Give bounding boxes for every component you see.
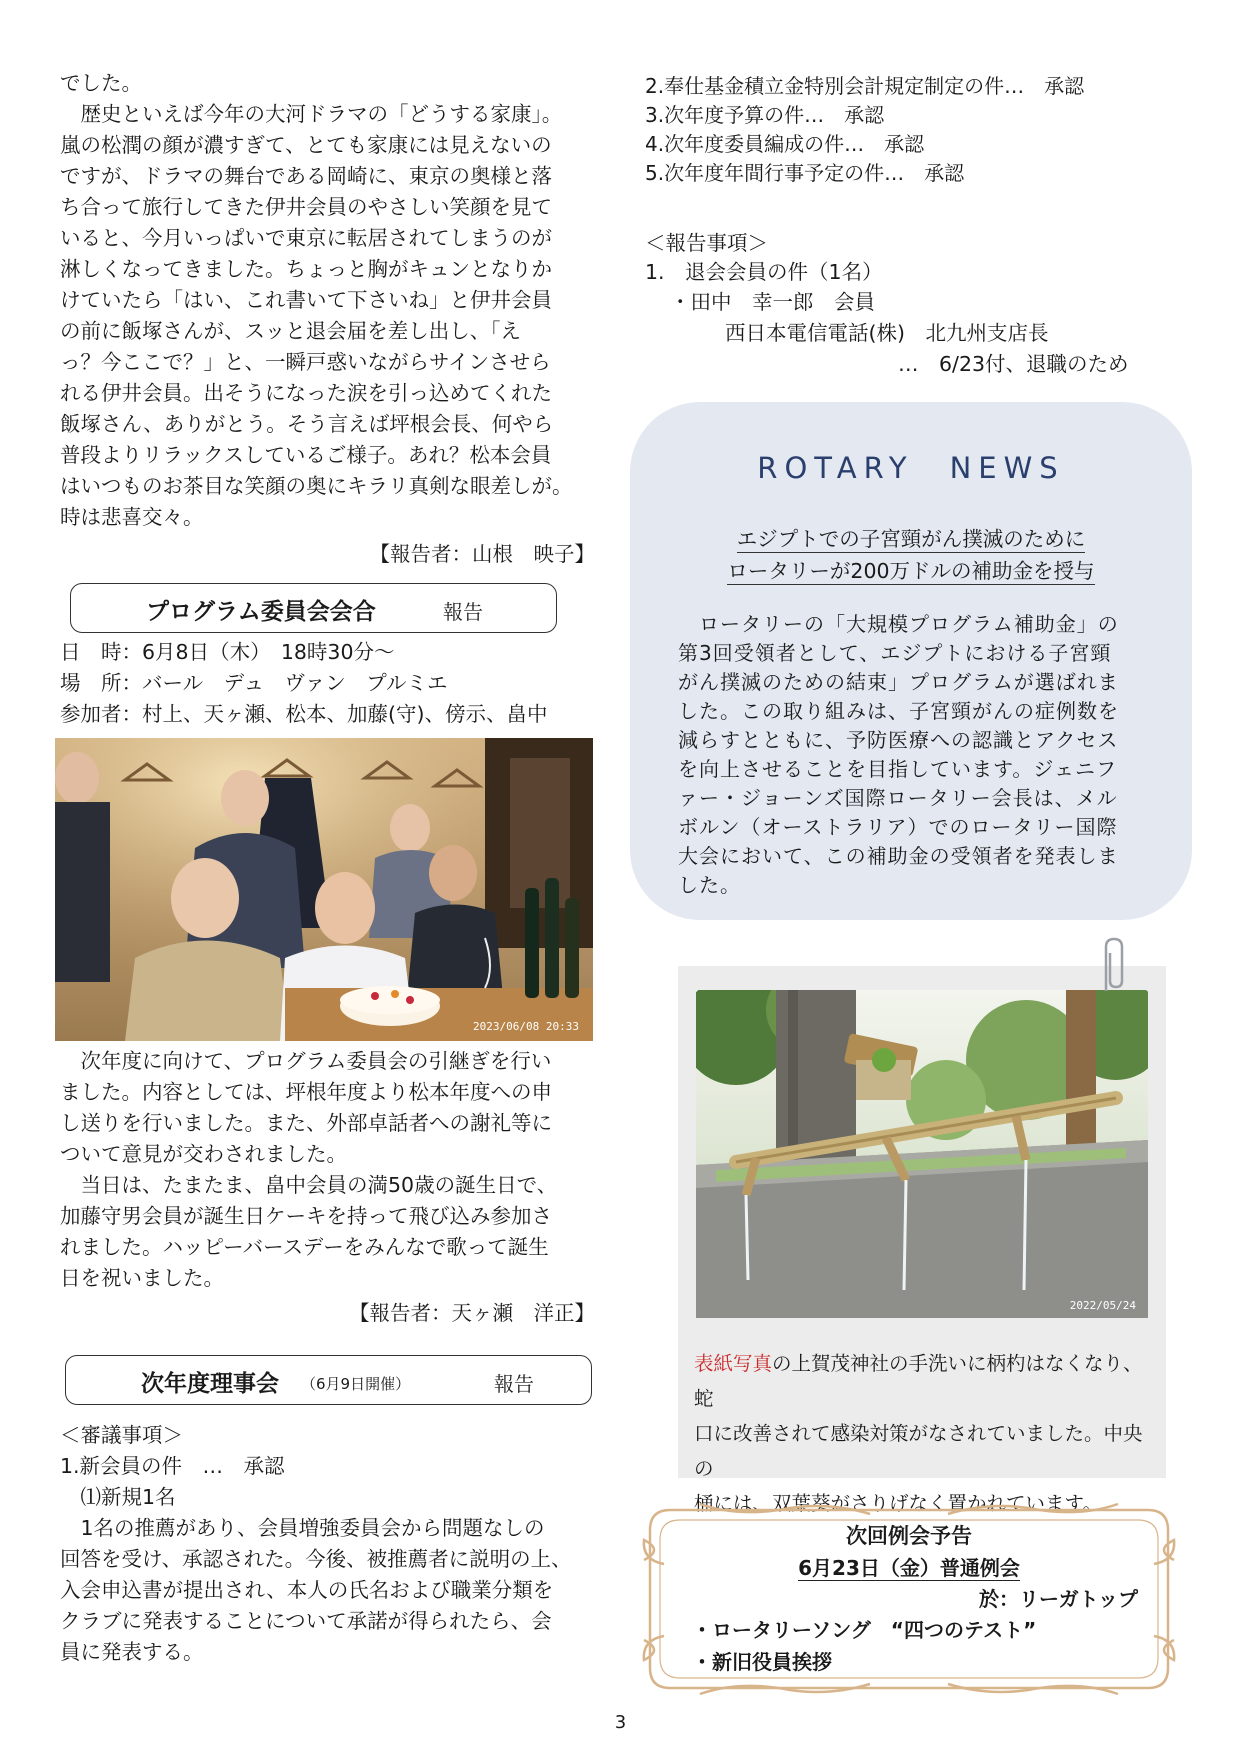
agenda-lines-line: 3.次年度予算の件… 承認 [645, 103, 885, 127]
board-lines-line: ⑴新規1名 [60, 1485, 176, 1509]
program-header-box [70, 583, 557, 633]
intro-lines-line: 時は悲喜交々。 [60, 505, 204, 529]
news-lines-line: 第3回受領者として、エジプトにおける子宮頸 [678, 641, 1112, 665]
program-lines-line: 次年度に向けて、プログラム委員会の引継ぎを行い [60, 1049, 552, 1073]
intro-lines-line: はいつものお茶目な笑顔の奥にキラリ真剣な眼差しが。 [60, 474, 573, 498]
cover-photo-illustration [696, 990, 1148, 1318]
program-body [60, 1046, 615, 1329]
caption-line-3: 桶には、双葉葵がさりげなく置かれています。 [694, 1492, 1102, 1515]
intro-reporter: 【報告者：山根 映子】 [369, 542, 595, 566]
next-meeting-date: 6月23日（金）普通例会 [798, 1556, 1020, 1580]
news-lines-line: 大会において、この補助金の受領者を発表しま [678, 844, 1119, 868]
page-number: 3 [614, 1712, 627, 1733]
board-lines-line: 回答を受け、承認された。今後、被推薦者に説明の上、 [60, 1547, 572, 1571]
cover-photo-card [678, 966, 1166, 1515]
party-photo-timestamp: 2023/06/08 20:33 [473, 1020, 579, 1033]
next-meeting-date-wrap [640, 1552, 1178, 1581]
report-header: ＜報告事項＞ [645, 231, 768, 255]
next-meeting-item-2: ・新旧役員挨拶 [692, 1650, 832, 1674]
caption-line-1: の上賀茂神社の手洗いに柄杓はなくなり、蛇 [694, 1352, 1143, 1410]
next-meeting-title: 次回例会予告 [846, 1524, 972, 1548]
agenda-items [645, 72, 1205, 188]
rotary-news-panel [630, 402, 1192, 920]
news-headline-2-wrap [630, 554, 1192, 584]
board-tag: 報告 [494, 1372, 534, 1396]
news-lines-line: 減らすとともに、予防医療への認識とアクセス [678, 728, 1119, 752]
board-lines-line: 1.新会員の件 … 承認 [60, 1454, 285, 1478]
news-headline-2: ロータリーが200万ドルの補助金を授与 [727, 559, 1095, 583]
program-lines-line: し送りを行いました。また、外部卓話者への謝礼等に [60, 1111, 552, 1135]
news-lines-line: ロータリーの「大規模プログラム補助金」の [678, 612, 1119, 636]
cover-photo-timestamp: 2022/05/24 [1069, 1299, 1136, 1312]
news-lines-line: した。 [678, 873, 741, 897]
intro-lines-line: れる伊井会員。出そうになった涙を引っ込めてくれた [60, 381, 552, 405]
caption-highlight: 表紙写真 [694, 1352, 773, 1375]
next-meeting-venue: 於：リーガトップ [979, 1587, 1138, 1611]
program-attendees: 参加者：村上、天ヶ瀬、松本、加藤(守)、傍示、畠中 [60, 702, 548, 726]
board-lines-line: クラブに発表することについて承諾が得られたら、会 [60, 1609, 552, 1633]
news-body [678, 610, 1152, 900]
intro-text [60, 68, 615, 533]
next-meeting-frame [640, 1500, 1178, 1698]
report-item: 1. 退会会員の件（1名） [645, 260, 883, 284]
program-tag: 報告 [443, 600, 483, 624]
news-lines-line: を向上させることを目指しています。ジェニフ [678, 757, 1117, 781]
news-headline-1-wrap [630, 522, 1192, 552]
board-lines-line: 員に発表する。 [60, 1640, 204, 1664]
news-lines-line: ァー・ジョーンズ国際ロータリー会長は、メル [678, 786, 1118, 810]
rotary-news-title: ROTARY NEWS [757, 451, 1065, 485]
intro-lines-line: ですが、ドラマの舞台である岡崎に、東京の奥様と落 [60, 164, 552, 188]
report-company: 西日本電信電話(株) 北九州支店長 [725, 321, 1049, 345]
program-text [60, 1046, 615, 1294]
report-reason: … 6/23付、退職のため [898, 352, 1129, 376]
board-body [60, 1420, 615, 1668]
intro-lines-line: いると、今月いっぱいで東京に転居されてしまうのが [60, 226, 552, 250]
agenda-lines-line: 4.次年度委員編成の件… 承認 [645, 132, 925, 156]
report-member: ・田中 幸一郎 会員 [670, 290, 875, 314]
intro-lines-line: でした。 [60, 71, 142, 95]
board-header-box [65, 1355, 592, 1405]
program-lines-line: れました。ハッピーバースデーをみんなで歌って誕生 [60, 1235, 549, 1259]
cover-photo-caption [694, 1346, 1154, 1521]
cover-photo [696, 990, 1148, 1318]
intro-lines-line: 歴史といえば今年の大河ドラマの「どうする家康」。 [60, 102, 563, 126]
party-photo-illustration [55, 738, 593, 1041]
intro-lines-line: ち合って旅行してきた伊井会員のやさしい笑顔を見て [60, 195, 552, 219]
program-reporter: 【報告者：天ヶ瀬 洋正】 [349, 1301, 595, 1325]
intro-lines-line: 嵐の松潤の顔が濃すぎて、とても家康には見えないの [60, 133, 552, 157]
next-meeting-item-1: ・ロータリーソング “四つのテスト” [692, 1618, 1037, 1642]
paperclip-icon [1092, 935, 1132, 995]
program-lines-line: 加藤守男会員が誕生日ケーキを持って飛び込み参加さ [60, 1204, 552, 1228]
caption-line-2: 口に改善されて感染対策がなされていました。中央の [694, 1422, 1143, 1480]
board-text [60, 1420, 615, 1668]
agenda-lines-line: 5.次年度年間行事予定の件… 承認 [645, 161, 965, 185]
program-lines-line: ついて意見が交わされました。 [60, 1142, 347, 1166]
news-lines-line: ボルン（オーストラリア）でのロータリー国際 [678, 815, 1118, 839]
intro-article [60, 68, 615, 570]
intro-lines-line: の前に飯塚さんが、スッと退会届を差し出し、「え [60, 319, 522, 343]
agenda-lines-line: 2.奉仕基金積立金特別会計規定制定の件… 承認 [645, 74, 1085, 98]
board-lines-line: 入会申込書が提出され、本人の氏名および職業分類を [60, 1578, 554, 1602]
intro-lines-line: っ？今ここで？」と、一瞬戸惑いながらサインさせら [60, 350, 551, 374]
program-title: プログラム委員会会合 [146, 599, 376, 625]
program-lines-line: 当日は、たまたま、畠中会員の満50歳の誕生日で、 [60, 1173, 558, 1197]
intro-lines-line: 淋しくなってきました。ちょっと胸がキュンとなりか [60, 257, 552, 281]
news-lines-line: した。この取り組みは、子宮頸がんの症例数を [678, 699, 1119, 723]
news-lines-line: がん撲滅のための結束」プログラムが選ばれま [678, 670, 1119, 694]
program-lines-line: ました。内容としては、坪根年度より松本年度への申 [60, 1080, 552, 1104]
news-headline-1: エジプトでの子宮頸がん撲滅のために [736, 527, 1086, 551]
agenda-list [645, 72, 1205, 188]
intro-lines-line: けていたら「はい、これ書いて下さいね」と伊井会員 [60, 288, 552, 312]
program-lines-line: 日を祝いました。 [60, 1266, 224, 1290]
board-date-note: （6月9日開催） [301, 1375, 411, 1393]
program-date: 日 時：6月8日（木） 18時30分～ [60, 640, 395, 664]
party-photo [55, 738, 593, 1041]
board-lines-line: ＜審議事項＞ [60, 1423, 183, 1447]
intro-lines-line: 飯塚さん、ありがとう。そう言えば坪根会長、何やら [60, 412, 554, 436]
program-place: 場 所：バール デュ ヴァン プルミエ [60, 671, 448, 695]
board-title: 次年度理事会 [141, 1371, 279, 1397]
board-lines-line: 1名の推薦があり、会員増強委員会から問題なしの [60, 1516, 545, 1540]
intro-lines-line: 普段よりリラックスしているご様子。あれ？松本会員 [60, 443, 552, 467]
